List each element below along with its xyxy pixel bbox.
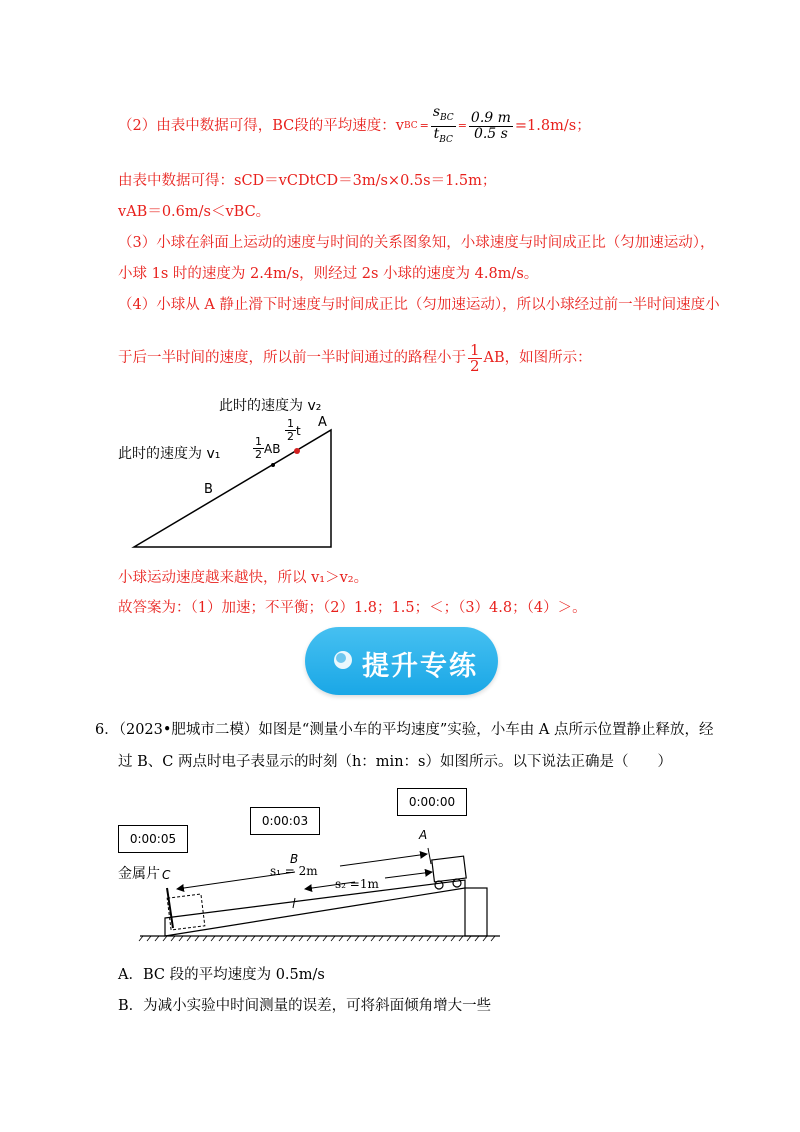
option-a: A．BC 段的平均速度为 0.5m/s bbox=[118, 967, 325, 983]
frac2-den: 0.5 s bbox=[473, 125, 508, 142]
fraction-values bbox=[469, 111, 513, 142]
q2-eq1: = bbox=[419, 119, 429, 132]
cart-wheel-left bbox=[435, 881, 443, 889]
q2-line bbox=[118, 103, 591, 145]
q6-line2: 过 B、C 两点时电子表显示的时刻（h：min：s）如图所示。以下说法正确是（ ） bbox=[118, 754, 672, 770]
frac1-den: t bbox=[433, 125, 440, 142]
cart-a bbox=[432, 856, 466, 882]
label-half-t bbox=[285, 418, 301, 443]
label-s2: s₂ =1m bbox=[335, 877, 379, 891]
b-tick bbox=[293, 898, 295, 908]
q4-line2 bbox=[118, 338, 592, 378]
label-point-c: C bbox=[162, 868, 171, 882]
label-v2: 此时的速度为 v₂ bbox=[219, 398, 322, 414]
label-half-ab bbox=[253, 436, 280, 461]
timer-a: 0:00:00 bbox=[397, 788, 467, 816]
timer-c: 0:00:05 bbox=[118, 825, 188, 853]
frac2-num: 0.9 m bbox=[470, 109, 511, 126]
banner-text: 提升专练 bbox=[362, 651, 478, 682]
s1-arrow-right bbox=[340, 854, 427, 866]
midpoint-time-dot bbox=[294, 448, 300, 454]
label-point-a: A bbox=[419, 828, 428, 842]
vab-line: vAB＝0.6m/s＜vBC。 bbox=[118, 204, 271, 220]
option-b: B．为减小实验中时间测量的误差，可将斜面倾角增大一些 bbox=[118, 998, 492, 1014]
q2-sub-bc: BC bbox=[403, 121, 418, 131]
frac1-num: s bbox=[432, 103, 441, 120]
label-s1: s₁ = 2m bbox=[270, 864, 318, 878]
label-half-t-text: t bbox=[296, 423, 301, 438]
conclusion-line: 小球运动速度越来越快，所以 v₁＞v₂。 bbox=[118, 570, 369, 586]
scd-line: 由表中数据可得：sCD＝vCDtCD＝3m/s×0.5s＝1.5m； bbox=[118, 173, 497, 189]
timer-b: 0:00:03 bbox=[250, 807, 320, 835]
search-icon bbox=[329, 646, 359, 676]
q2-eq2: = bbox=[457, 119, 467, 132]
label-a: A bbox=[318, 415, 327, 430]
q6-line1: 6．（2023•肥城市二模）如图是“测量小车的平均速度”实验，小车由 A 点所示位置静止释放，经 bbox=[95, 722, 714, 738]
incline-svg bbox=[110, 390, 350, 560]
fraction-s-over-t bbox=[431, 105, 456, 148]
label-half-ab-den: 2 bbox=[255, 448, 262, 461]
half-num: 1 bbox=[470, 340, 480, 359]
answer-line: 故答案为：（1）加速；不平衡；（2）1.8；1.5；＜；（3）4.8；（4）＞。 bbox=[118, 600, 587, 616]
a-tick bbox=[428, 848, 431, 864]
q2-prefix: （2）由表中数据可得，BC段的平均速度：v bbox=[118, 118, 404, 134]
incline-board bbox=[165, 880, 465, 936]
q4-line2-pre: 于后一半时间的速度，所以前一半时间通过的路程小于 bbox=[118, 350, 466, 366]
label-metal-sheet: 金属片 bbox=[118, 866, 160, 882]
label-v1: 此时的速度为 v₁ bbox=[118, 446, 221, 462]
q2-result: =1.8m/s； bbox=[514, 118, 591, 134]
label-point-b: B bbox=[290, 852, 299, 866]
label-b: B bbox=[204, 482, 213, 497]
q3-line1: （3）小球在斜面上运动的速度与时间的关系图象知，小球速度与时间成正比（匀加速运动）， bbox=[118, 235, 715, 251]
frac1-den-sub: BC bbox=[439, 134, 453, 145]
s2-arrow-right bbox=[385, 872, 432, 878]
q4-line1: （4）小球从 A 静止滑下时速度与时间成正比（匀加速运动），所以小球经过前一半时间速度小 bbox=[118, 297, 720, 313]
support-block bbox=[465, 888, 487, 936]
label-half-t-num: 1 bbox=[287, 417, 294, 430]
q3-line2: 小球 1s 时的速度为 2.4m/s，则经过 2s 小球的速度为 4.8m/s。 bbox=[118, 266, 539, 282]
incline-diagram bbox=[110, 390, 350, 560]
half-den: 2 bbox=[470, 356, 480, 375]
label-half-ab-num: 1 bbox=[255, 435, 262, 448]
cart-wheel-right bbox=[453, 879, 461, 887]
midpoint-ab-dot bbox=[271, 463, 275, 467]
ground-hatching bbox=[139, 936, 495, 941]
label-half-ab-text: AB bbox=[264, 441, 281, 456]
half-fraction bbox=[468, 340, 482, 375]
practice-banner bbox=[305, 627, 498, 695]
q4-line2-post: AB，如图所示： bbox=[483, 350, 592, 366]
label-half-t-den: 2 bbox=[287, 430, 294, 443]
frac1-num-sub: BC bbox=[440, 112, 454, 123]
